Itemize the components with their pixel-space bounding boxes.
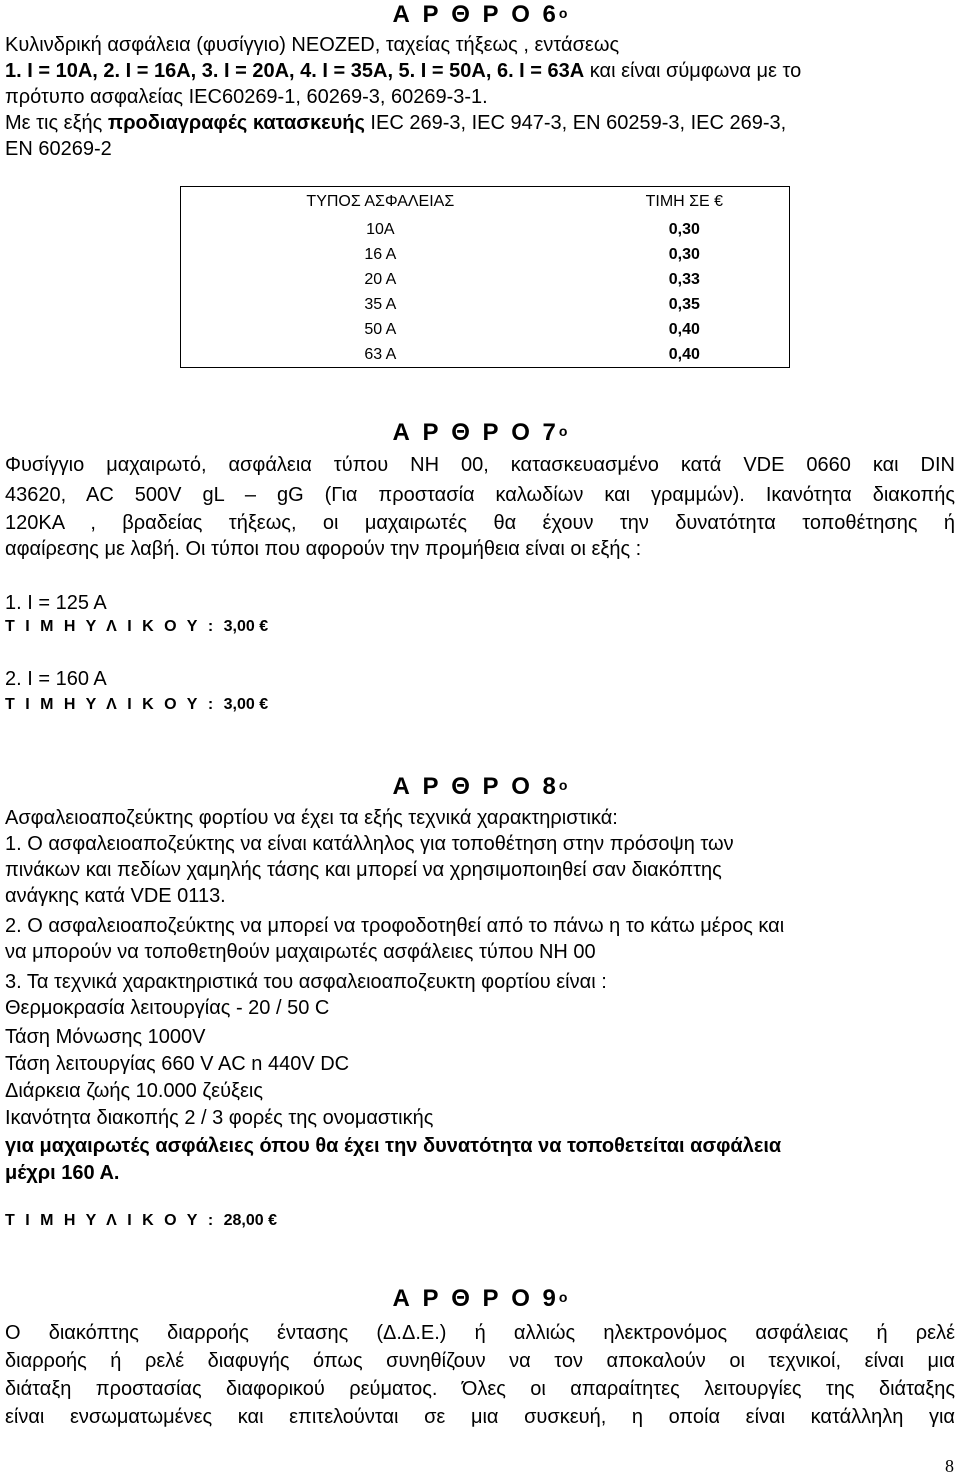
table-header-row <box>181 187 790 218</box>
article-6-line-2-rest: και είναι σύμφωνα με το <box>584 60 802 82</box>
article-6-line-4-c: IEC 269-3, IEC 947-3, EN 60259-3, IEC 269-3, <box>364 112 787 134</box>
page-number: 8 <box>945 1456 954 1476</box>
table-row <box>181 242 790 267</box>
price-value: 3,00 € <box>223 696 269 713</box>
article-8-line-5: να μπορούν να τοποθετηθούν μαχαιρωτές ασφάλειες τύπου NH 00 <box>5 941 596 963</box>
article-6-line-4 <box>5 110 786 136</box>
article-8-line-7: Θερμοκρασία λειτουργίας - 20 / 50 C <box>5 997 330 1019</box>
table-row <box>181 317 790 342</box>
price-value: 28,00 € <box>223 1212 278 1229</box>
article-8-line-3: ανάγκης κατά VDE 0113. <box>5 885 226 907</box>
price-cell: 0,30 <box>668 245 700 263</box>
article-8-intro: Ασφαλειοαποζεύκτης φορτίου να έχει τα εξής τεχνικά χαρακτηριστικά: <box>5 807 618 829</box>
price-label: Τ Ι Μ Η Υ Λ Ι Κ Ο Υ : <box>5 618 217 635</box>
article-8-line-13: μέχρι 160 Α. <box>5 1162 120 1184</box>
fuse-type-cell: 16 A <box>364 245 397 263</box>
article-8-title: Α Ρ Θ Ρ Ο 8 <box>392 773 559 800</box>
price-cell: 0,40 <box>668 320 700 338</box>
article-9-line-1: Ο διακόπτης διαρροής έντασης (Δ.Δ.Ε.) ή αλλιώς ηλεκτρονόμος ασφάλειας ή ρελέ <box>5 1322 955 1344</box>
article-7-line-1: Φυσίγγιο μαχαιρωτό, ασφάλεια τύπου NH 00, κατασκευασμένο κατά VDE 0660 και DIN <box>5 454 955 476</box>
article-9-line-2: διαρροής ή ρελέ διαφυγής όπως συνηθίζουν να τον αποκαλούν οι τεχνικοί, είναι μια <box>5 1350 955 1372</box>
article-6-line-3: πρότυπο ασφαλείας IEC60269-1, 60269-3, 60269-3-1. <box>5 86 488 108</box>
article-8-line-2: πινάκων και πεδίων χαμηλής τάσης και μπορεί να χρησιμοποιηθεί σαν διακόπτης <box>5 859 722 881</box>
article-8-ordinal: ο <box>558 777 568 793</box>
article-8-price <box>5 1208 277 1234</box>
article-8-line-4: 2. Ο ασφαλειοαποζεύκτης να μπορεί να τροφοδοτηθεί από το πάνω η το κάτω μέρος και <box>5 915 785 937</box>
article-7-line-2: 43620, AC 500V gL – gG (Για προστασία καλωδίων και γραμμών). Ικανότητα διακοπής <box>5 484 955 506</box>
article-9-line-4: είναι ενσωματωμένες και επιτελούνται σε μια συσκευή, η οποία είναι κατάλληλη για <box>5 1406 955 1428</box>
fuse-type-cell: 63 A <box>364 345 397 363</box>
article-6-line-5: EN 60269-2 <box>5 138 112 160</box>
price-cell: 0,30 <box>668 220 700 238</box>
article-8-line-11: Ικανότητα διακοπής 2 / 3 φορές της ονομαστικής <box>5 1107 434 1129</box>
fuse-type-cell: 10A <box>366 220 395 238</box>
table-row <box>181 267 790 292</box>
article-9-line-3: διάταξη προστασίας διαφορικού ρεύματος. Όλες οι απαραίτητες λειτουργίες της διάταξης <box>5 1378 955 1400</box>
article-7-title: Α Ρ Θ Ρ Ο 7 <box>392 419 559 446</box>
fuse-price-table <box>180 186 790 368</box>
article-7-price-1 <box>5 614 268 640</box>
article-8-line-12: για μαχαιρωτές ασφάλειες όπου θα έχει την δυνατότητα να τοποθετείται ασφάλεια <box>5 1135 782 1157</box>
article-8-line-1: 1. Ο ασφαλειοαποζεύκτης να είναι κατάλληλος για τοποθέτηση στην πρόσοψη των <box>5 833 734 855</box>
price-cell: 0,33 <box>668 270 700 288</box>
article-6-heading <box>5 0 955 30</box>
price-value: 3,00 € <box>223 618 269 635</box>
table-row <box>181 217 790 242</box>
fuse-ratings: 1. I = 10A, 2. I = 16A, 3. I = 20A, 4. I = 35A, 5. I = 50A, 6. I = 63A <box>5 60 585 82</box>
article-7-price-2 <box>5 692 268 718</box>
fuse-type-cell: 20 A <box>364 270 397 288</box>
price-label: Τ Ι Μ Η Υ Λ Ι Κ Ο Υ : <box>5 696 217 713</box>
article-8-heading <box>5 772 955 802</box>
article-7-line-3: 120KA , βραδείας τήξεως, οι μαχαιρωτές θα έχουν την δυνατότητα τοποθέτησης ή <box>5 512 955 534</box>
price-cell: 0,40 <box>668 345 700 363</box>
article-8-line-9: Τάση λειτουργίας 660 V AC n 440V DC <box>5 1053 350 1075</box>
article-8-line-6: 3. Τα τεχνικά χαρακτηριστικά του ασφαλειοαποζευκτη φορτίου είναι : <box>5 971 607 993</box>
article-6-ordinal: ο <box>558 5 568 21</box>
article-7-item-2: 2. I = 160 A <box>5 668 107 690</box>
article-6-line-1: Κυλινδρική ασφάλεια (φυσίγγιο) NEOZED, ταχείας τήξεως , εντάσεως <box>5 34 620 56</box>
col-header-price: ΤΙΜΗ ΣΕ € <box>645 193 724 210</box>
fuse-type-cell: 35 A <box>364 295 397 313</box>
article-7-heading <box>5 418 955 448</box>
price-label: Τ Ι Μ Η Υ Λ Ι Κ Ο Υ : <box>5 1212 217 1229</box>
article-9-heading <box>5 1284 955 1314</box>
article-8-line-8: Τάση Μόνωσης 1000V <box>5 1026 206 1048</box>
article-7-line-4: αφαίρεσης με λαβή. Οι τύποι που αφορούν την προμήθεια είναι οι εξής : <box>5 538 642 560</box>
article-9-title: Α Ρ Θ Ρ Ο 9 <box>392 1285 559 1312</box>
article-6-line-2 <box>5 58 801 84</box>
article-8-line-10: Διάρκεια ζωής 10.000 ζεύξεις <box>5 1080 263 1102</box>
article-9-ordinal: ο <box>558 1289 568 1305</box>
table-row <box>181 342 790 368</box>
article-6-line-4-a: Με τις εξής <box>5 112 108 134</box>
article-6-spec-label: προδιαγραφές κατασκευής <box>107 112 365 134</box>
fuse-type-cell: 50 A <box>364 320 397 338</box>
article-7-item-1: 1. I = 125 A <box>5 592 107 614</box>
price-cell: 0,35 <box>668 295 700 313</box>
article-7-ordinal: ο <box>558 423 568 439</box>
col-header-fuse-type: ΤΥΠΟΣ ΑΣΦΑΛΕΙΑΣ <box>306 193 455 210</box>
article-6-title: Α Ρ Θ Ρ Ο 6 <box>392 1 559 28</box>
table-row <box>181 292 790 317</box>
